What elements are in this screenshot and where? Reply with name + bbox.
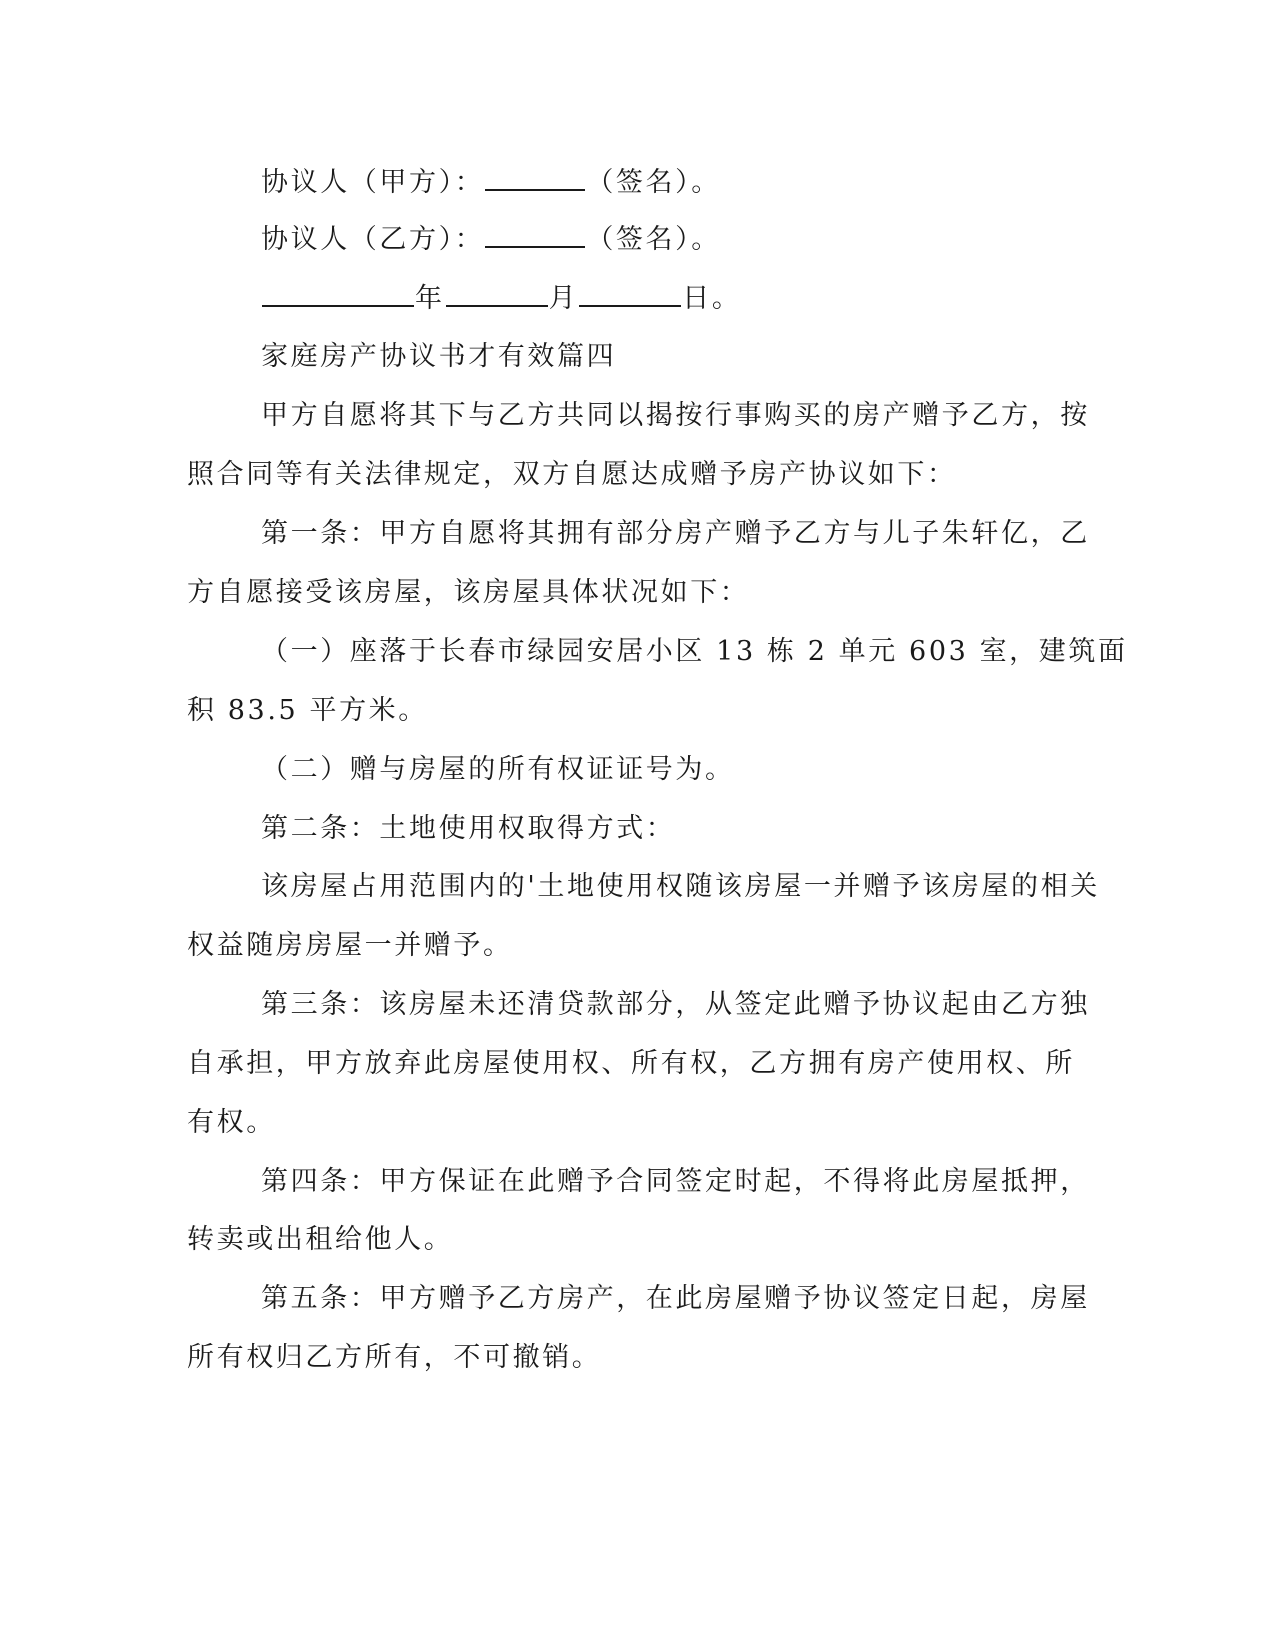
year-label: 年 [415, 283, 445, 314]
month-blank [446, 281, 548, 307]
day-label: 日。 [682, 283, 742, 314]
signature-line-party-b [261, 222, 721, 258]
party-b-sign-suffix: （签名）。 [586, 224, 721, 255]
paragraph-line: 方自愿接受该房屋，该房屋具体状况如下： [187, 577, 750, 608]
paragraph-line: 所有权归乙方所有，不可撤销。 [187, 1342, 602, 1373]
paragraph-line: 转卖或出租给他人。 [187, 1224, 454, 1255]
paragraph-line: 积 83.5 平方米。 [187, 695, 428, 726]
party-b-signature-blank [485, 222, 585, 248]
date-line [261, 281, 741, 317]
paragraph-line: 甲方自愿将其下与乙方共同以揭按行事购买的房产赠予乙方，按 [261, 400, 1090, 431]
party-a-sign-suffix: （签名）。 [586, 167, 721, 198]
paragraph-line: 第二条：土地使用权取得方式： [261, 813, 676, 844]
paragraph-line: 第三条：该房屋未还清贷款部分，从签定此赠予协议起由乙方独 [261, 989, 1090, 1020]
paragraph-line: 第一条：甲方自愿将其拥有部分房产赠予乙方与儿子朱轩亿，乙 [261, 518, 1090, 549]
party-b-label: 协议人（乙方）： [261, 224, 485, 255]
paragraph-line: 第四条：甲方保证在此赠予合同签定时起，不得将此房屋抵押， [261, 1166, 1090, 1197]
year-blank [262, 281, 414, 307]
paragraph-line: 自承担，甲方放弃此房屋使用权、所有权，乙方拥有房产使用权、所 [187, 1048, 1075, 1079]
paragraph-line: 第五条：甲方赠予乙方房产，在此房屋赠予协议签定日起，房屋 [261, 1283, 1090, 1314]
paragraph-line: （二）赠与房屋的所有权证证号为。 [261, 754, 735, 785]
paragraph-line: 权益随房房屋一并赠予。 [187, 930, 513, 961]
signature-line-party-a [261, 165, 721, 201]
party-a-signature-blank [485, 165, 585, 191]
paragraph-line: 有权。 [187, 1107, 276, 1138]
party-a-label: 协议人（甲方）： [261, 167, 485, 198]
month-label: 月 [548, 283, 579, 314]
section-title: 家庭房产协议书才有效篇四 [261, 341, 617, 372]
day-blank [579, 281, 681, 307]
paragraph-line: 该房屋占用范围内的'土地使用权随该房屋一并赠予该房屋的相关 [261, 871, 1100, 902]
paragraph-line: （一）座落于长春市绿园安居小区 13 栋 2 单元 603 室，建筑面 [261, 636, 1128, 667]
paragraph-line: 照合同等有关法律规定，双方自愿达成赠予房产协议如下： [187, 459, 957, 490]
